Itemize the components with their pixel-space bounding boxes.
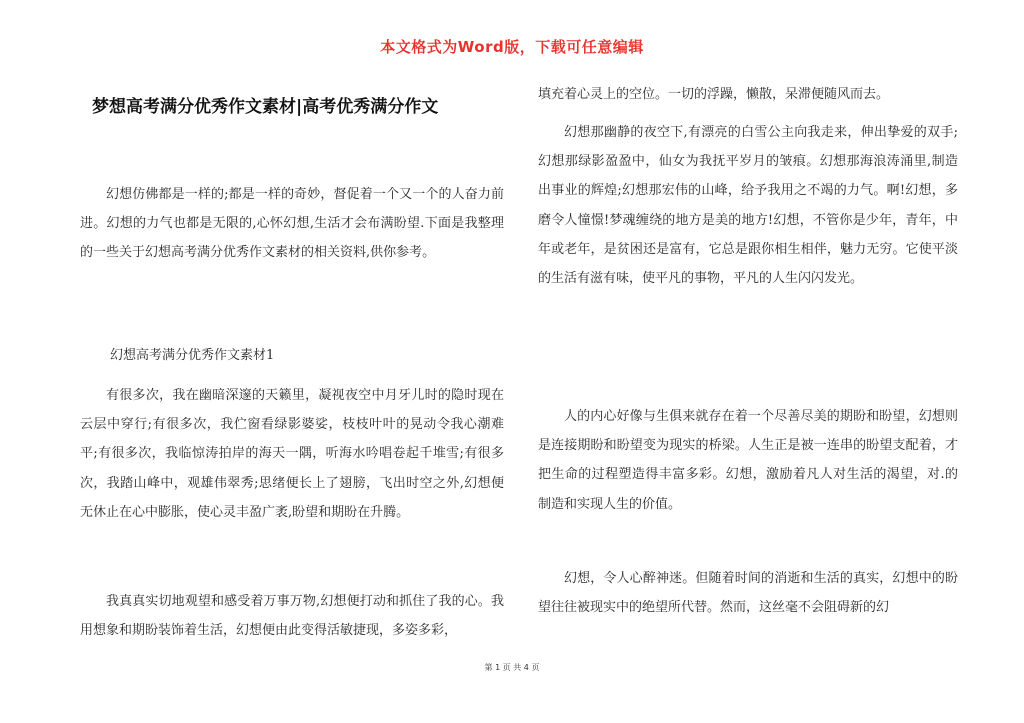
left-paragraph-2: 我真真实切地观望和感受着万事万物,幻想便打动和抓住了我的心。我用想象和期盼装饰着生活，幻想便由此变得活敏捷现，多姿多彩， <box>80 594 504 639</box>
left-paragraph-1: 有很多次，我在幽暗深邃的天籁里，凝视夜空中月牙儿时的隐时现在云层中穿行;有很多次，我伫窗看绿影婆娑，枝枝叶叶的晃动令我心潮难平;有很多次，我临惊涛拍岸的海天一隅，听海水吟唱卷起千堆雪;有很多次，我踏山峰中，观雄伟翠秀;思绪便长上了翅膀，飞出时空之外,幻想便无休止在心中膨胀，使心灵丰盈广袤,盼望和期盼在升腾。 <box>80 388 504 520</box>
right-paragraph-3: 人的内心好像与生俱来就存在着一个尽善尽美的期盼和盼望，幻想则是连接期盼和盼望变为现实的桥梁。人生正是被一连串的盼望支配着，才把生命的过程塑造得丰富多彩。幻想，激励着凡人对生活的渴望，对.的制造和实现人生的价值。 <box>538 409 958 512</box>
page-number-footer: 第 1 页 共 4 页 <box>484 663 540 672</box>
document-title: 梦想高考满分优秀作文素材|高考优秀满分作文 <box>92 97 439 117</box>
right-paragraph-2: 幻想那幽静的夜空下,有漂亮的白雪公主向我走来，伸出挚爱的双手;幻想那绿影盈盈中，仙女为我抚平岁月的皱痕。幻想那海浪涛涌里,制造出事业的辉煌;幻想那宏伟的山峰，给予我用之不竭的力气。啊!幻想，多磨令人憧憬!梦魂缠绕的地方是美的地方!幻想，不管你是少年，青年，中年或老年，是贫困还是富有，它总是跟你相生相伴，魅力无穷。它使平淡的生活有滋有味，使平凡的事物，平凡的人生闪闪发光。 <box>538 125 958 287</box>
format-banner: 本文格式为Word版，下载可任意编辑 <box>380 38 644 56</box>
right-paragraph-1: 填充着心灵上的空位。一切的浮躁，懒散，呆滞便随风而去。 <box>538 87 890 102</box>
right-paragraph-4: 幻想，令人心醉神迷。但随着时间的消逝和生活的真实，幻想中的盼望往往被现实中的绝望所代替。然而，这丝毫不会阻碍新的幻 <box>538 571 958 616</box>
section-subheading: 幻想高考满分优秀作文素材1 <box>110 348 275 363</box>
intro-paragraph: 幻想仿佛都是一样的;都是一样的奇妙，督促着一个又一个的人奋力前进。幻想的力气也都是无限的,心怀幻想,生活才会布满盼望.下面是我整理的一些关于幻想高考满分优秀作文素材的相关资料,供你参考。 <box>80 187 504 261</box>
